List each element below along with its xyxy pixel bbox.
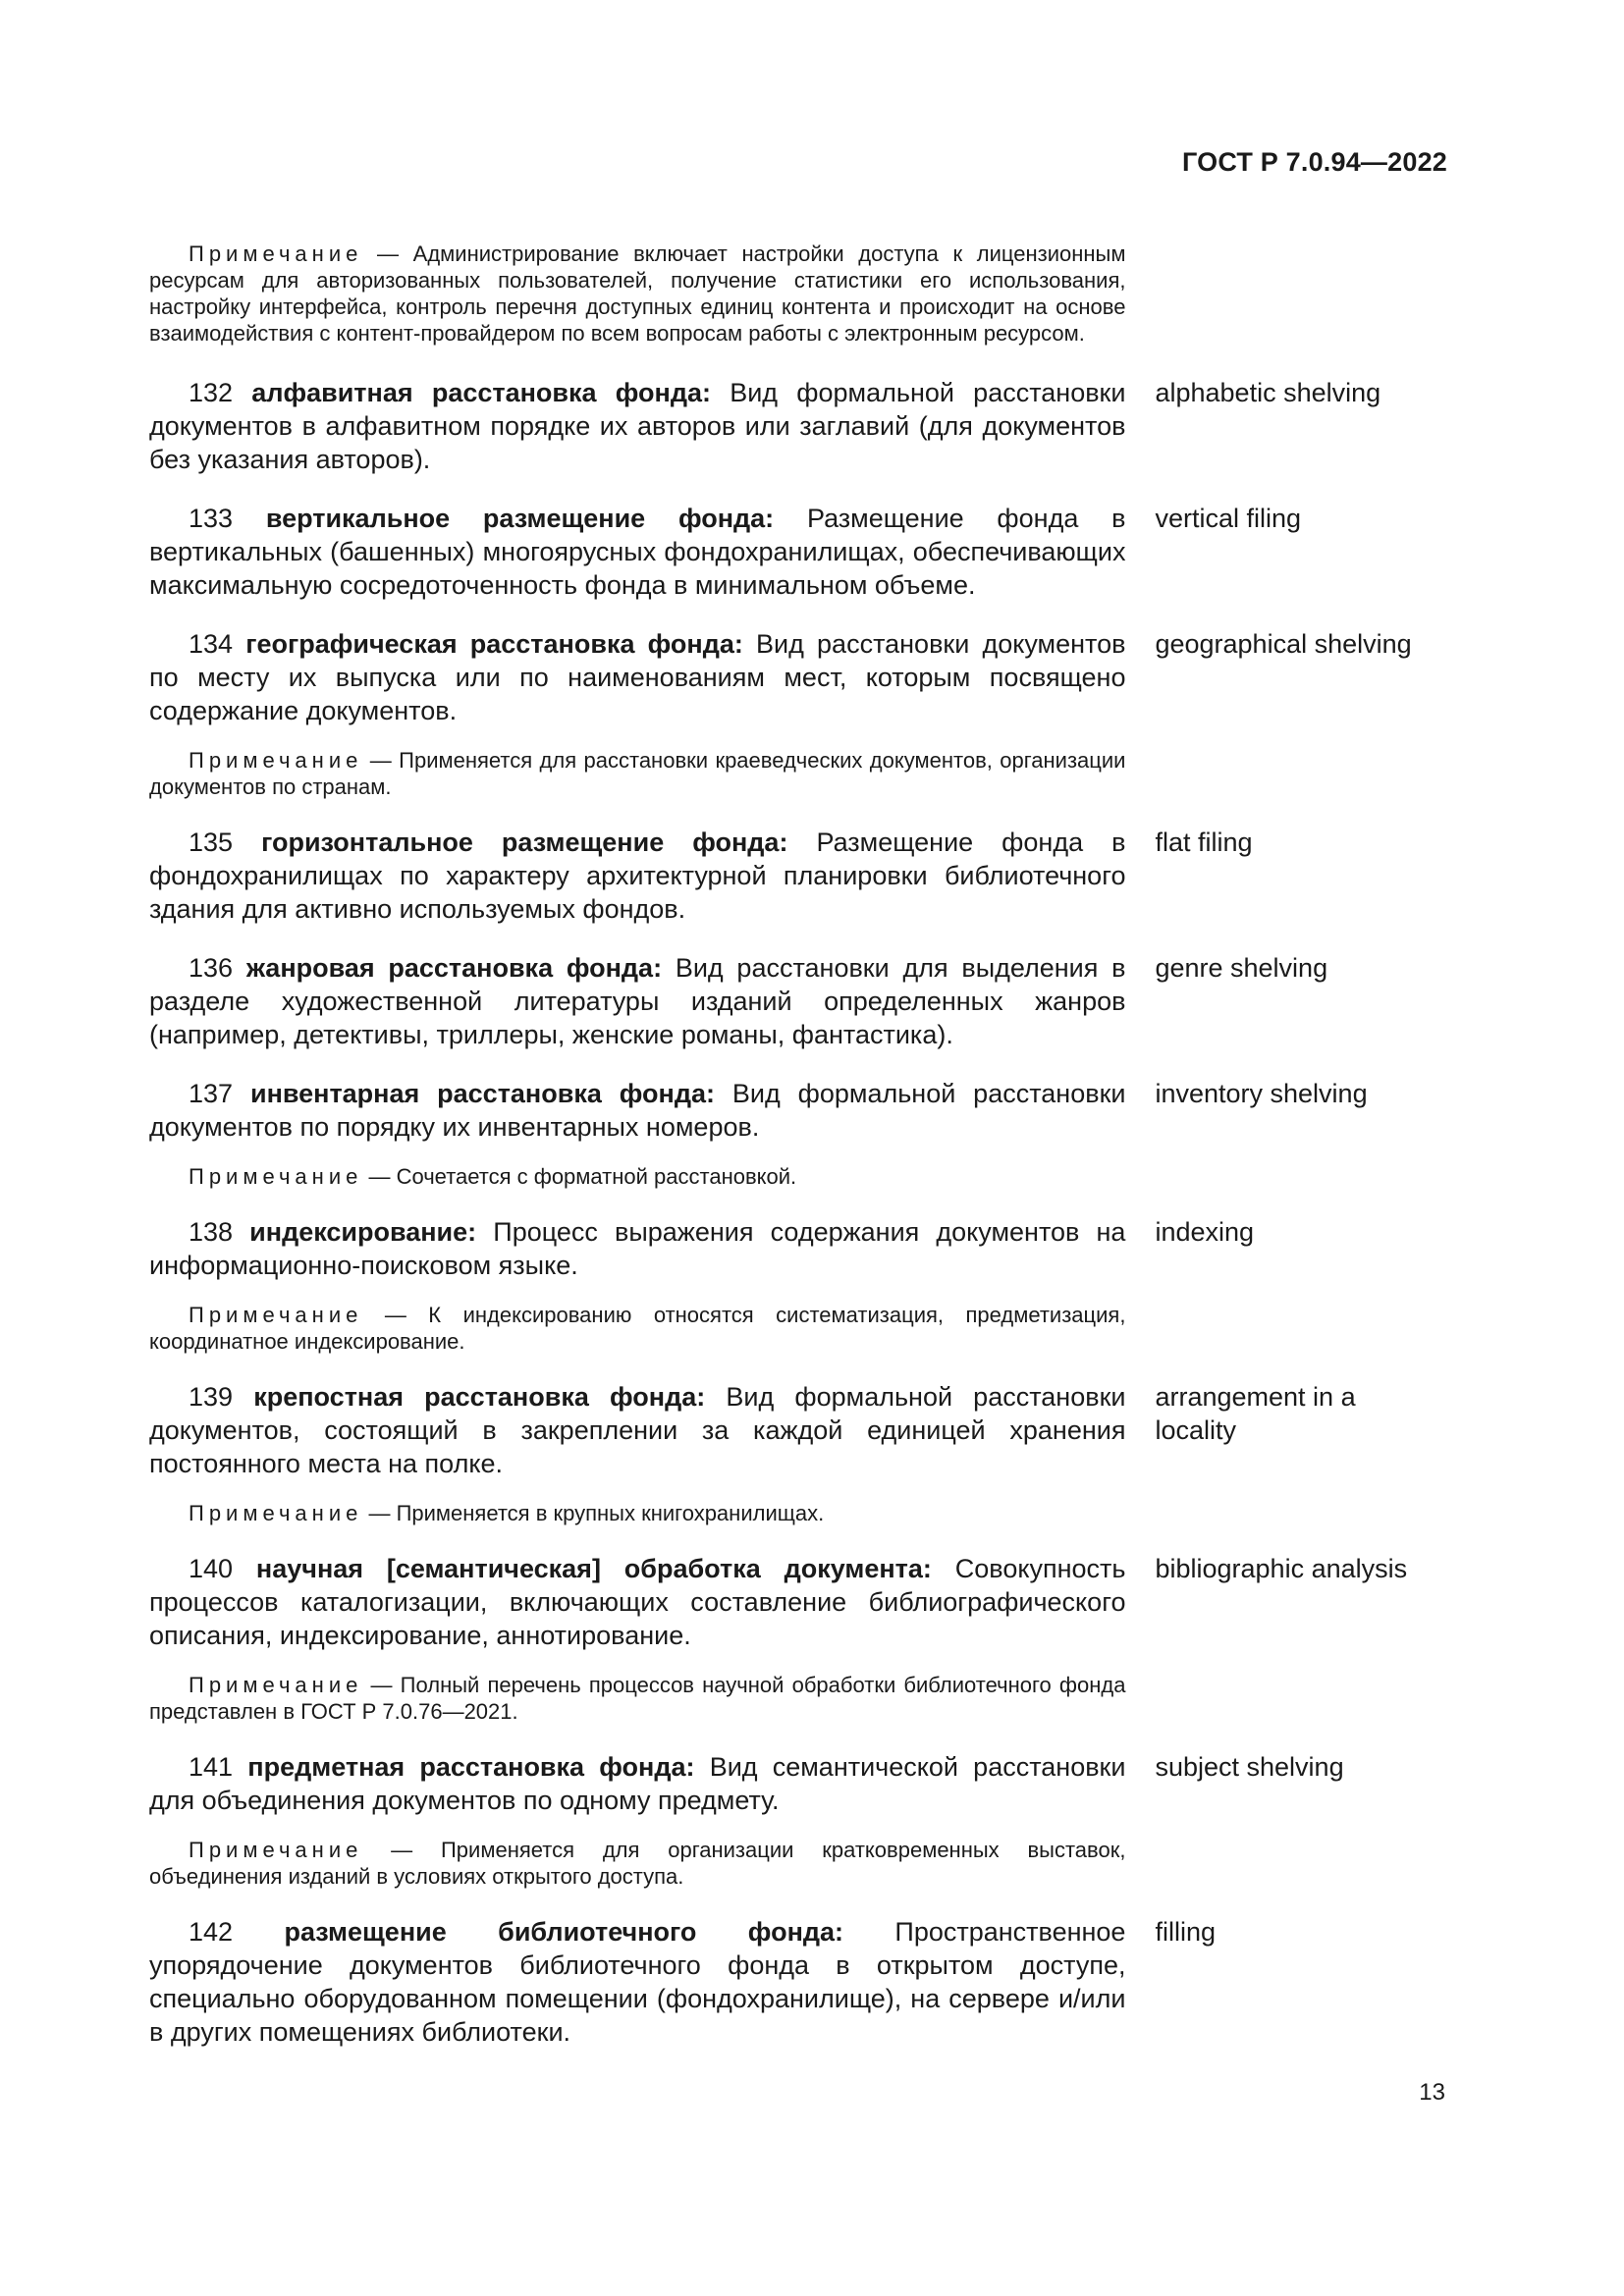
term-entry-139 (149, 1380, 1435, 1480)
definition-text: Совокупность процессов каталогизации, включающих составление библиографического описания, индексирование, аннотирование. (149, 1554, 1126, 1650)
term-entry-140 (149, 1552, 1435, 1652)
document-number-header: ГОСТ Р 7.0.94—2022 (1181, 147, 1447, 177)
term-name: горизонтальное размещение фонда: (261, 828, 788, 857)
english-equivalent: genre shelving (1155, 953, 1328, 983)
term-entry-135 (149, 826, 1435, 926)
term-number: 138 (189, 1217, 234, 1247)
note-block-140 (149, 1672, 1435, 1725)
note (149, 240, 1125, 347)
term-name: предметная расстановка фонда: (247, 1752, 695, 1782)
note-label: Примечание (189, 1673, 363, 1697)
note-text: — Применяется для расстановки краеведческих документов, организации документов по странам. (149, 748, 1126, 799)
definition-text: Размещение фонда в вертикальных (башенных) многоярусных фондохранилищах, обеспечивающих максимальную сосредоточенность фонда в минимальном объеме. (149, 504, 1126, 600)
note-label: Примечание (189, 748, 363, 773)
term-name: индексирование: (249, 1217, 477, 1247)
note-label: Примечание (189, 241, 363, 266)
note-text: — Полный перечень процессов научной обработки библиотечного фонда представлен в ГОСТ Р 7.0.76—2021. (149, 1673, 1126, 1724)
term-name: алфавитная расстановка фонда: (251, 378, 711, 407)
term-name: жанровая расстановка фонда: (245, 953, 663, 983)
term-entry-141 (149, 1750, 1435, 1817)
term-name: научная [семантическая] обработка документа: (255, 1554, 932, 1583)
english-equivalent: filling (1155, 1917, 1216, 1947)
english-equivalent: inventory shelving (1155, 1079, 1368, 1108)
term-entry-133 (149, 502, 1435, 602)
note (149, 1672, 1125, 1725)
term-name: инвентарная расстановка фонда: (249, 1079, 715, 1108)
definition-text: Вид расстановки документов по месту их выпуска или по наименованиям мест, которым посвящено содержание документов. (149, 629, 1126, 725)
term-number: 137 (189, 1079, 234, 1108)
note (149, 1163, 1125, 1190)
note-label: Примечание (189, 1164, 363, 1189)
term-number: 139 (189, 1382, 234, 1412)
note-text: — Применяется в крупных книгохранилищах. (368, 1501, 825, 1525)
term-number: 133 (189, 504, 234, 533)
page-number: 13 (1419, 2079, 1445, 2106)
definition-text: Вид формальной расстановки документов по порядку их инвентарных номеров. (149, 1079, 1126, 1142)
term-definition (149, 1215, 1125, 1282)
term-definition (149, 376, 1125, 476)
english-equivalent: indexing (1155, 1217, 1255, 1247)
note-block-141 (149, 1837, 1435, 1890)
term-entry-137 (149, 1077, 1435, 1144)
note-text: — Применяется для организации кратковременных выставок, объединения изданий в условиях открытого доступа. (149, 1838, 1126, 1889)
term-definition (149, 1077, 1125, 1144)
note (149, 1302, 1125, 1355)
note-label: Примечание (189, 1838, 363, 1862)
term-definition (149, 951, 1125, 1051)
definition-text: Пространственное упорядочение документов библиотечного фонда в открытом доступе, специально оборудованном помещении (фондохранилище), на сервере и/или в других помещениях библиотеки. (149, 1917, 1126, 2047)
term-definition (149, 502, 1125, 602)
note (149, 1500, 1125, 1526)
term-number: 142 (189, 1917, 234, 1947)
english-equivalent: geographical shelving (1155, 629, 1412, 659)
term-definition (149, 1380, 1125, 1480)
term-number: 132 (189, 378, 234, 407)
term-entry-136 (149, 951, 1435, 1051)
note-text: — Администрирование включает настройки доступа к лицензионным ресурсам для авторизованных пользователей, получение статистики его использования, настройку интерфейса, контроль перечня доступных единиц контента и происходит на основе взаимодействия с контент-провайдером по всем вопросам работы с электронным ресурсом. (149, 241, 1126, 346)
term-definition (149, 1552, 1125, 1652)
english-equivalent: subject shelving (1155, 1752, 1344, 1782)
english-equivalent: alphabetic shelving (1155, 378, 1381, 407)
note-label: Примечание (189, 1303, 363, 1327)
note (149, 1837, 1125, 1890)
note-block-137 (149, 1163, 1435, 1190)
intro-note-block (149, 240, 1435, 347)
term-definition (149, 627, 1125, 727)
note (149, 747, 1125, 800)
definition-text: Размещение фонда в фондохранилищах по характеру архитектурной планировки библиотечного здания для активно используемых фондов. (149, 828, 1126, 924)
term-entry-134 (149, 627, 1435, 727)
term-entry-138 (149, 1215, 1435, 1282)
note-label: Примечание (189, 1501, 363, 1525)
term-name: крепостная расстановка фонда: (253, 1382, 706, 1412)
terms-list (149, 240, 1435, 2049)
definition-text: Вид семантической расстановки для объединения документов по одному предмету. (149, 1752, 1126, 1815)
term-name: размещение библиотечного фонда: (284, 1917, 844, 1947)
term-name: географическая расстановка фонда: (245, 629, 743, 659)
term-entry-132 (149, 376, 1435, 476)
definition-text: Процесс выражения содержания документов на информационно-поисковом языке. (149, 1217, 1126, 1280)
term-name: вертикальное размещение фонда: (265, 504, 775, 533)
definition-text: Вид формальной расстановки документов в алфавитном порядке их авторов или заглавий (для документов без указания авторов). (149, 378, 1126, 474)
note-block-134 (149, 747, 1435, 800)
english-equivalent: flat filing (1155, 828, 1253, 857)
term-number: 141 (189, 1752, 234, 1782)
term-number: 140 (189, 1554, 234, 1583)
note-block-138 (149, 1302, 1435, 1355)
definition-text: Вид расстановки для выделения в разделе художественной литературы изданий определенных жанров (например, детективы, триллеры, женские романы, фантастика). (149, 953, 1126, 1049)
term-number: 134 (189, 629, 234, 659)
term-definition (149, 1750, 1125, 1817)
term-definition (149, 1915, 1125, 2049)
note-block-139 (149, 1500, 1435, 1526)
note-text: — Сочетается с форматной расстановкой. (368, 1164, 797, 1189)
term-number: 135 (189, 828, 234, 857)
definition-text: Вид формальной расстановки документов, состоящий в закреплении за каждой единицей хранения постоянного места на полке. (149, 1382, 1126, 1478)
term-number: 136 (189, 953, 234, 983)
term-definition (149, 826, 1125, 926)
english-equivalent: arrangement in a locality (1155, 1382, 1356, 1445)
english-equivalent: vertical filing (1155, 504, 1302, 533)
term-entry-142 (149, 1915, 1435, 2049)
note-text: — К индексированию относятся систематизация, предметизация, координатное индексирование. (149, 1303, 1126, 1354)
english-equivalent: bibliographic analysis (1155, 1554, 1408, 1583)
